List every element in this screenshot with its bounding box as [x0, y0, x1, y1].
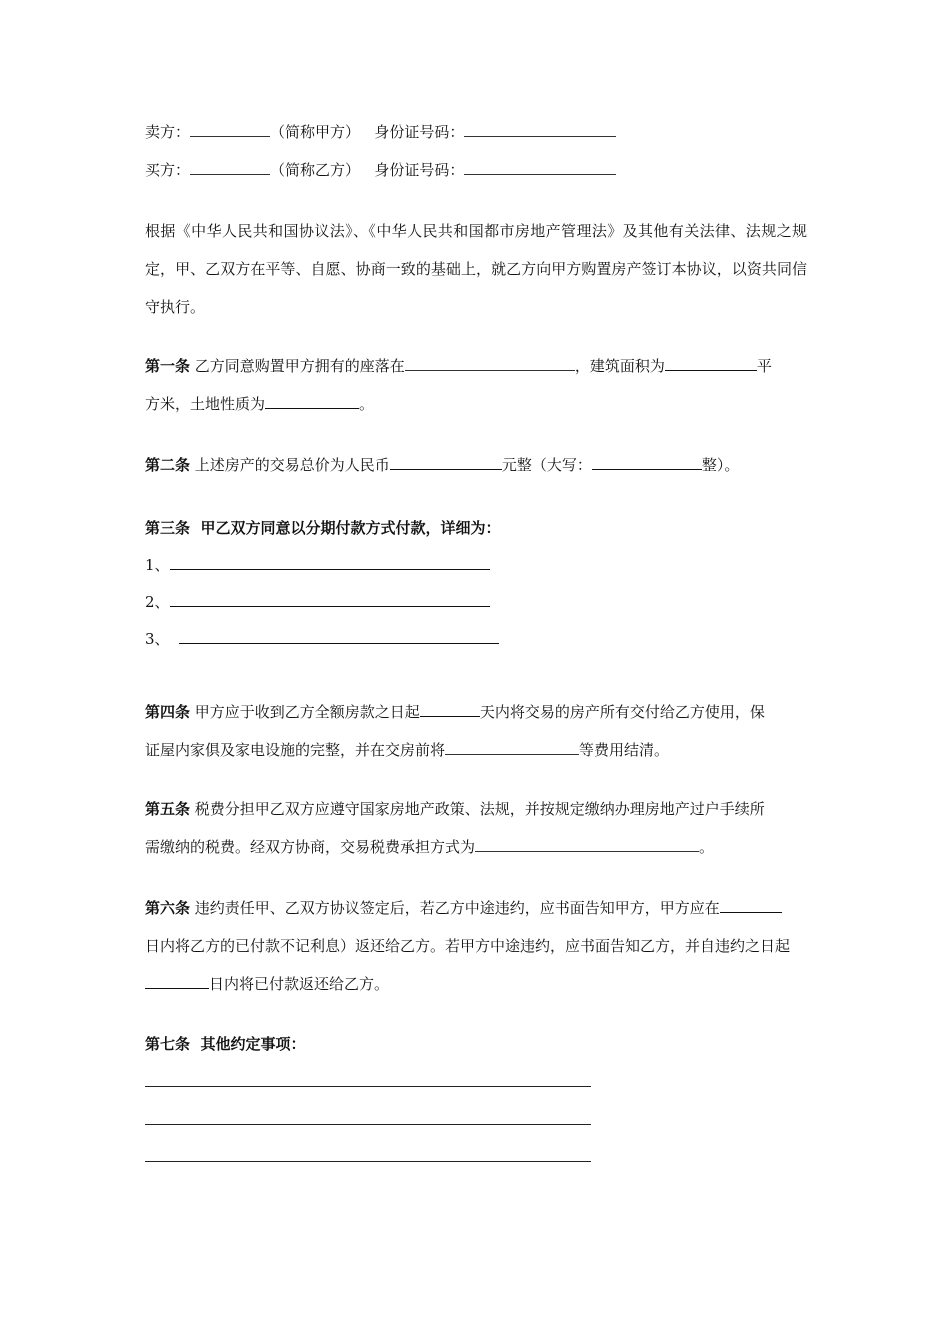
article-5 [145, 790, 807, 866]
article-6-text-2: 日内将乙方的已付款不记利息）返还给乙方。若甲方中途违约，应书面告知乙方，并自违约之日起 [145, 937, 791, 955]
article-5-text-3: 。 [699, 838, 715, 856]
seller-label: 卖方： [145, 123, 191, 141]
installment-item-3-num: 3、 [145, 630, 170, 648]
article-4-text: 甲方应于收到乙方全额房款之日起 [194, 703, 420, 721]
preamble: 根据《中华人民共和国协议法》、《中华人民共和国都市房地产管理法》及其他有关法律、法规之规定，甲、乙双方在平等、自愿、协商一致的基础上，就乙方向甲方购置房产签订本协议，以资共同信守执行。 [145, 222, 807, 316]
installment-item-1 [145, 555, 490, 575]
article-6-text-3: 日内将已付款返还给乙方。 [209, 975, 390, 993]
installment-item-2 [145, 592, 490, 612]
article-7-heading-line [145, 1034, 305, 1054]
installment-item-3-blank [179, 629, 499, 644]
article-3-heading: 甲乙双方同意以分期付款方式付款，详细为： [200, 519, 501, 537]
refund-days-blank-1 [720, 898, 782, 913]
other-terms-line-3 [145, 1161, 591, 1162]
refund-days-blank-2 [145, 974, 209, 989]
article-1-text: 乙方同意购置甲方拥有的座落在 [194, 357, 405, 375]
land-nature-blank [265, 394, 359, 409]
price-uppercase-blank [592, 455, 702, 470]
fees-blank [445, 740, 579, 755]
article-4-title: 第四条 [145, 703, 191, 721]
seller-id-blank [464, 122, 616, 137]
location-blank [405, 356, 575, 371]
article-5-title: 第五条 [145, 800, 191, 818]
tax-method-blank [475, 837, 699, 852]
article-5-text-2: 需缴纳的税费。经双方协商，交易税费承担方式为 [145, 838, 476, 856]
article-3-title: 第三条 [145, 519, 191, 537]
buyer-alias: （简称乙方） [270, 161, 361, 179]
installment-item-1-blank [170, 555, 490, 570]
buyer-line [145, 160, 616, 180]
buyer-id-blank [464, 160, 616, 175]
buyer-name-blank [190, 160, 270, 175]
article-7-title: 第七条 [145, 1035, 191, 1053]
other-terms-line-2 [145, 1124, 591, 1125]
article-4 [145, 693, 807, 769]
days-blank [420, 702, 480, 717]
article-4-text-2: 天内将交易的房产所有交付给乙方使用，保 [479, 703, 765, 721]
article-1-text-3: 平 [756, 357, 772, 375]
article-2-text-2: 元整（大写： [501, 456, 592, 474]
seller-alias: （简称甲方） [270, 123, 361, 141]
area-blank [665, 356, 757, 371]
installment-item-2-num: 2、 [145, 593, 170, 611]
article-2-text: 上述房产的交易总价为人民币 [194, 456, 390, 474]
other-terms-line-1 [145, 1086, 591, 1087]
article-2-text-3: 整）。 [701, 456, 740, 474]
article-4-text-4: 等费用结清。 [579, 741, 670, 759]
price-blank [390, 455, 502, 470]
article-1 [145, 347, 807, 423]
seller-id-label: 身份证号码： [374, 123, 465, 141]
article-4-text-3: 证屋内家俱及家电设施的完整，并在交房前将 [145, 741, 446, 759]
installment-item-3 [145, 629, 499, 649]
article-7-heading: 其他约定事项： [200, 1035, 306, 1053]
seller-line [145, 122, 616, 142]
article-6 [145, 889, 807, 1003]
buyer-label: 买方： [145, 161, 191, 179]
article-6-title: 第六条 [145, 899, 191, 917]
installment-item-2-blank [170, 592, 490, 607]
article-1-text-5: 。 [359, 395, 375, 413]
installment-item-1-num: 1、 [145, 556, 170, 574]
article-2 [145, 446, 807, 484]
article-1-text-2: ，建筑面积为 [574, 357, 665, 375]
seller-name-blank [190, 122, 270, 137]
article-2-title: 第二条 [145, 456, 191, 474]
article-5-text: 税费分担甲乙双方应遵守国家房地产政策、法规，并按规定缴纳办理房地产过户手续所 [194, 800, 765, 818]
article-1-title: 第一条 [145, 357, 191, 375]
article-6-text: 违约责任甲、乙双方协议签定后，若乙方中途违约，应书面告知甲方，甲方应在 [194, 899, 720, 917]
article-1-text-4: 方米，土地性质为 [145, 395, 266, 413]
buyer-id-label: 身份证号码： [374, 161, 465, 179]
article-3-heading-line [145, 518, 500, 538]
